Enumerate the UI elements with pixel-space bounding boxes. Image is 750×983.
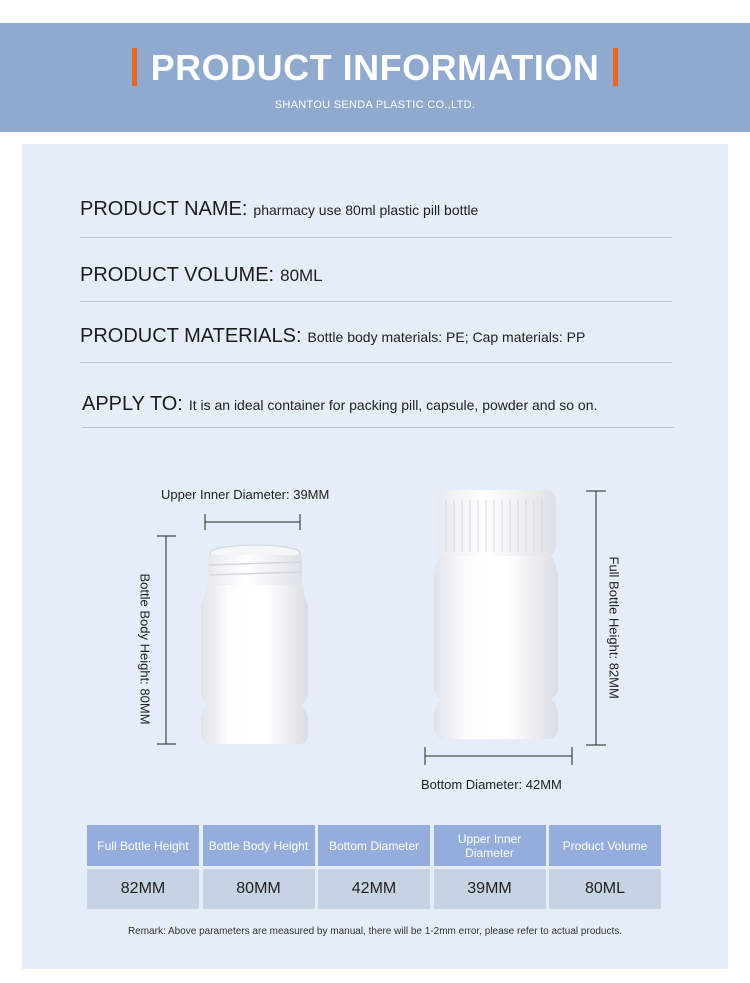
body-height-marker	[157, 536, 176, 744]
value-body-height: 80MM	[203, 869, 315, 909]
apply-to-value: It is an ideal container for packing pill, capsule, powder and so on.	[188, 397, 598, 413]
spec-table-row	[87, 866, 661, 909]
bottom-diameter-marker	[425, 747, 572, 765]
remark-note: Remark: Above parameters are measured by manual, there will be 1-2mm error, please refer to actual products.	[127, 926, 623, 937]
spec-table-header	[87, 825, 661, 866]
header-bottom-diameter: Bottom Diameter	[318, 825, 430, 866]
upper-diameter-marker	[205, 514, 300, 530]
product-materials-value: Bottle body materials: PE; Cap materials: PP	[307, 329, 586, 345]
company-name: SHANTOU SENDA PLASTIC CO.,LTD.	[274, 99, 476, 111]
full-height-label: Full Bottle Height: 82MM	[606, 556, 622, 699]
open-bottle-icon	[201, 545, 308, 744]
full-height-marker	[586, 491, 606, 745]
header-body-height: Bottle Body Height	[203, 825, 315, 866]
value-bottom-diameter: 42MM	[318, 869, 430, 909]
value-volume: 80ML	[549, 869, 661, 909]
bottom-diameter-label: Bottom Diameter: 42MM	[421, 777, 562, 792]
upper-inner-diameter-label: Upper Inner Diameter: 39MM	[161, 487, 330, 502]
apply-to-label: APPLY TO:	[82, 393, 183, 415]
header-volume: Product Volume	[549, 825, 661, 866]
body-height-label: Bottle Body Height: 80MM	[137, 573, 153, 725]
value-full-height: 82MM	[87, 869, 199, 909]
header-full-height: Full Bottle Height	[87, 825, 199, 866]
capped-bottle-icon	[434, 490, 558, 739]
spec-table	[87, 825, 661, 909]
header-upper-diameter: Upper Inner Diameter	[434, 825, 546, 866]
product-volume-label: PRODUCT VOLUME:	[80, 264, 275, 286]
value-upper-diameter: 39MM	[434, 869, 546, 909]
product-volume-value: 80ML	[280, 266, 323, 285]
product-name-value: pharmacy use 80ml plastic pill bottle	[253, 202, 479, 218]
product-name-label: PRODUCT NAME:	[80, 198, 248, 220]
page-title-text: PRODUCT INFORMATION	[150, 47, 600, 88]
product-materials-label: PRODUCT MATERIALS:	[80, 325, 302, 347]
